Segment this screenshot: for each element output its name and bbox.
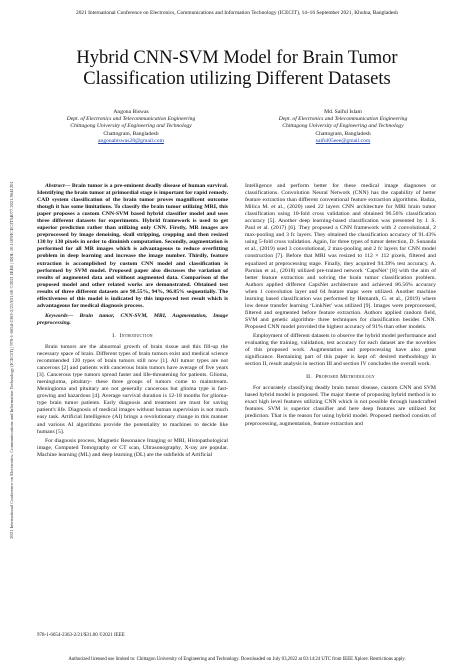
doi-sidebar	[6, 80, 14, 640]
author-email-link[interactable]: saiful05eee@gmail.com	[315, 137, 371, 144]
doi-sidebar-text: 2021 International Conference on Electronics, Communications and Information Technology (ICECIT) | 978-1-6654-2363-2/21/$31.00 ©2021 IEEE | DOI: 10.1109/ICECIT54077.2021.9641201	[9, 181, 14, 539]
author-university: Chittagong University of Engineering and Technology	[70, 123, 192, 130]
abstract-text: Brain tumor is a pre-eminent deadly disease of human survival. Identifying the brain tumor at primordial stage is important for rapid remedy. CAD system classification of the brain tumor proves magnificent outcome though it has some limitations. To classify the brain tumor utilizing MRI, this paper proposes a custom CNN-SVM based hybrid classifier model and uses three different datasets for experiments. Hybrid framework is used to get superior prediction rather than utilizing only CNN. Firstly, MR images are preprocessed by image denoising, skull stripping, cropping and then resized 130 by 130 pixels in order to diminish computation. Secondly, augmentation is performed for all MR images which is advantageous to reduce overfitting problem in deep learning and increase the image number. Thirdly, feature extraction is accomplished by custom CNN model and classification is performed by SVM model. Proposed paper also discusses the variation of results of augmented data and without augmented data. Comparison of the proposed model and other related works are demonstrated. Obtained test results of three different datasets are 98.55%, 94%, 96.85% sequentially. The effectiveness of this model is indicated by this improved test result which is advantageous for medical diagnosis process.	[37, 183, 228, 309]
author-department: Dept. of Electronics and Telecommunication Engineering	[278, 116, 408, 123]
author-name: Angona Biswas	[113, 109, 149, 115]
abstract-label: Abstract—	[45, 183, 71, 189]
intro-paragraph-1: Brain tumors are the abnormal growth of brain tissue and this fill-up the necessary space of brain. Different types of brain tumors exist and medical science recommended 120 types of brain tumors still now [1]. All tumor types are not cancerous [2] and patients with cancerous brain tumors have average of five years [3]. Cancerous type tumors spread faster and life-threatening for patients. Glioma, meningioma, pituitary- these three groups of tumors come to mainstream. Meningioma and pituitary are not generally cancerous but glioma type is fast-growing and hazardous [4]. Average survival duration is 12-18 months for glioma-type brain tumor patients. Early diagnosis and treatment are must for saving patient's life. Diagnosis of medical images without human supervision is not much easy task. Artificial Intelligence (AI) brings a revolutionary change in this manner and various AI algorithms provide the potentiality to machines to decide like humans [5].	[37, 343, 228, 435]
title-line-2: Classification utilizing Different Datasets	[83, 69, 391, 89]
intro-paragraph-2: For diagnosis process, Magnetic Resonance Imaging or MRI, Histopathological image, Computed Tomography or CT scan, Ultrasonography, X-ray are popular. Machine learning (ML) and deep learning (DL) are the subfields of Artificial	[37, 437, 228, 458]
author-2	[248, 109, 438, 145]
abstract	[37, 183, 228, 310]
title-line-1: Hybrid CNN-SVM Model for Brain Tumor	[76, 48, 398, 68]
license-footer: Authorized licensed use limited to: Chittagon University of Engineering and Technology. Downloaded on July 03,2022 at 03:14:24 UTC from IEEE Xplore. Restrictions apply.	[68, 657, 406, 662]
paper-title	[20, 48, 454, 90]
author-city: Chattogram, Bangladesh	[103, 130, 159, 137]
keywords-text: Brain tumor, CNN-SVM, MRI, Augmentation, Image preprocessing.	[37, 312, 228, 326]
author-1	[36, 109, 226, 145]
keywords-label: Keywords—	[45, 312, 74, 319]
author-name: Md. Saiful Islam	[324, 109, 362, 115]
section-title: Introduction	[119, 332, 153, 339]
right-column	[245, 183, 436, 430]
section-title: Proposed Methodology	[315, 374, 375, 381]
section-number: II.	[306, 374, 312, 381]
author-email-link[interactable]: angonabiswas28@gmail.com	[98, 137, 164, 144]
section-heading-methodology	[245, 374, 436, 381]
author-department: Dept. of Electronics and Telecommunication Engineering	[66, 116, 196, 123]
left-column	[37, 183, 228, 461]
section-number: I.	[112, 332, 116, 339]
novelty-paragraph: Employment of different datasets to observe the hybrid model performance and evaluating the training, validation, test accuracy for each dataset are the novelties of this proposed work. Augmentation and preprocessing have also great significance. Remaining part of this paper is kept of: desired methodology in section II, result analysis in section III and section IV concludes the overall work.	[245, 332, 436, 368]
section-heading-introduction	[37, 333, 228, 340]
related-work-paragraph: Intelligence and perform better for these medical image diagnoses or classifications. Convolution Neural Network (CNN) has the capability of better feature extraction than different conventional feature extraction algorithms. Badza, Milica M. et al., (2020) used 22 layers CNN architecture for MRI brain tumor classification using 10-fold cross validation and obtained 96.56% classification accuracy [5]. Another deep learning-based classification was presented by J. S. Paul et al. (2017) [6]. They proposed a CNN framework with 2 convolutional, 2 max-pooling and 3 fc layers. They obtained the classification accuracy of 91.43% using 5-fold cross validation. Again, for three types of tumor detection, D. Sunanda et al., (2019) used 3 convolutional, 2 max-pooling and 2 fc layers for CNN model construction [7]. Before that MRI was resized to 112 × 112 pixels, filtered and equalized at preprocessing stage. Finally, they acquired 94.39% test accuracy. A. Parnian et al., (2018) utilized pre-trained network ‘CapsNet’ [8] with the aim of better feature extraction and solving the brain tumor classification problem. Authors applied different CapsNet architecture and achieved 86.56% accuracy when 1 convolution layer and 64 feature maps were utilized. Another machine learning based classification was performed by Hemanth, G. et al., (2019) where low dense transfer learning ‘LinkNet’ was utilized [9]. Images were preprocessed, filtered and segmented before feature extraction. Authors applied random field, SVM and genetic algorithm- three techniques for classification besides CNN. Proposed CNN model provided the highest accuracy of 91% than other models.	[245, 183, 436, 330]
author-city: Chattogram, Bangladesh	[315, 130, 371, 137]
isbn-line: 978-1-6654-2363-2/21/$31.00 ©2021 IEEE	[37, 633, 125, 638]
conference-header: 2021 International Conference on Electronics, Communications and Information Technology (ICECIT), 14–16 September 2021, Khulna, Bangladesh	[76, 10, 398, 16]
author-university: Chittagong University of Engineering and Technology	[282, 123, 404, 130]
author-block	[36, 109, 438, 145]
keywords	[37, 313, 228, 327]
methodology-paragraph: For accurately classifying deadly brain tumor disease, custom CNN and SVM based hybrid model is proposed. The major theme of proposing hybrid method is to exact high level features utilizing CNN which is not possible through handcrafted features. SVM is superior classifier and here deep features are utilized for prediction. That is the reason for using hybrid model. Proposed method consists of preprocessing, augmentation, feature extraction and	[245, 385, 436, 427]
